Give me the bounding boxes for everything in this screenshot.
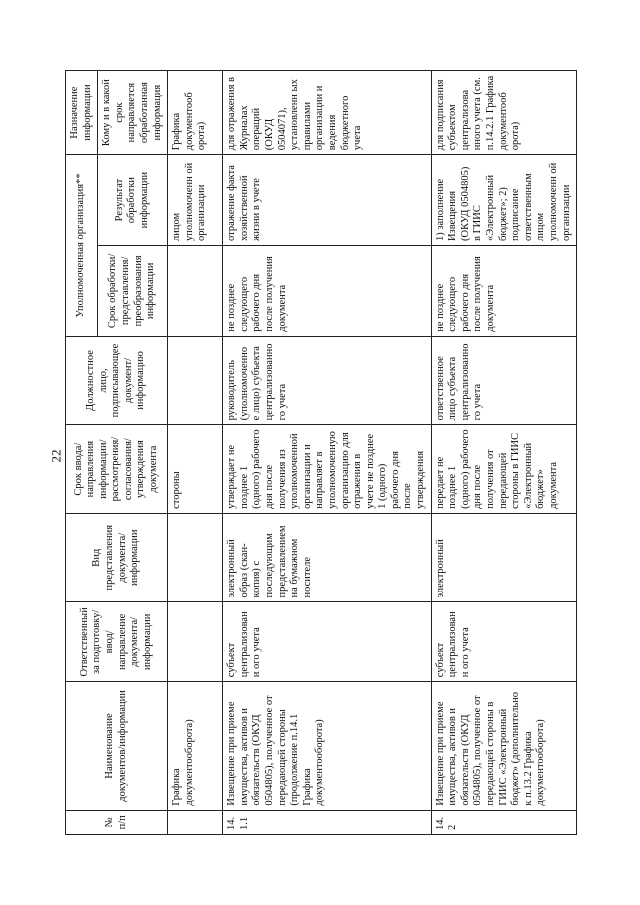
header-form: Вид представления документа/ информации [66,513,168,602]
cell-deadline: передает не позднее 1 (одного) рабочего дня после получения от передающей стороны в ГИИС «Электронный бюджет» документа [431,425,577,514]
continuation-row [168,71,223,835]
header-auth-result: Результат обработки информации [98,155,168,246]
table-row [223,71,432,835]
page-number: 22 [48,449,64,463]
cell-auth-deadline [168,245,223,336]
cell-form: электронный [431,513,577,602]
cell-signer: руководитель (уполномоченно е лицо) субъекта централизованно го учета [223,336,432,425]
cell-num: 14.2 [431,810,577,834]
header-deadline: Срок ввода/ направления информации/ рассмотрения/ согласования/ утверждения документа [66,425,168,514]
cell-recipient: Графика документооб орота) [168,71,223,155]
cell-signer [168,336,223,425]
cell-recipient: для отражения в Журналах операций (ОКУД 0504071), установленн ых правилами организации и ведения бюджетного учета [223,71,432,155]
cell-signer: ответственное лицо субъекта централизованно го учета [431,336,577,425]
header-auth-deadline: Срок обработки/ представления/ преобразования информации [98,245,168,336]
cell-name: Извещение при приеме имущества, активов и обязательств (ОКУД 0504805), полученное от передающей стороны в ГИИС «Электронный бюджет» (дополнительно к п.13.2 Графика документооборота) [431,682,577,810]
document-flow-table [65,70,577,835]
cell-auth-result: отражение факта хозяйственной жизни в учете [223,155,432,246]
cell-responsible: субъект централизованн ого учета [431,602,577,682]
header-num: № п/п [66,810,168,834]
cell-auth-result: лицом уполномоченн ой организации [168,155,223,246]
cell-auth-deadline: не позднее следующего рабочего дня после получения документа [223,245,432,336]
header-signer: Должностное лицо, подписывающее документ/ информацию [66,336,168,425]
cell-form [168,513,223,602]
cell-auth-deadline: не позднее следующего рабочего дня после получения документа [431,245,577,336]
header-purpose: Назначение информации [66,71,98,155]
cell-deadline: стороны [168,425,223,514]
header-responsible: Ответственный за подготовку/ ввод/ направление документа/ информации [66,602,168,682]
cell-name: Графика документооборота) [168,682,223,810]
cell-recipient: для подписания субъектом централизова нного учета (см. п.14.2.1 Графика документооб орота) [431,71,577,155]
header-row-1 [66,71,98,835]
header-recipient: Кому и в какой срок направляется обработанная информация [98,71,168,155]
rotated-table-container [65,70,570,835]
cell-num: 14.1.1 [223,810,432,834]
table-row [431,71,577,835]
header-auth-org: Уполномоченная организация** [66,155,98,337]
cell-responsible [168,602,223,682]
header-name: Наименование документов/информации [66,682,168,810]
cell-deadline: утверждает не позднее 1 (одного) рабочего дня после получения из уполномоченной организации и направляет в уполномоченную организацию для отражения в учете не позднее 1 (одного) рабочего дня после утверждения [223,425,432,514]
cell-name: Извещение при приеме имущества, активов и обязательств (ОКУД 0504805), полученное от передающей стороны (продолжение п.14.1 Графика документооборота) [223,682,432,810]
cell-num [168,810,223,834]
cell-form: электронный образ (скан-копия) с последующим представлением на бумажном носителе [223,513,432,602]
cell-auth-result: 1) заполнение Извещения (ОКУД 0504805) в ГИИС «Электронный бюджет»; 2) подписание ответственным лицом уполномоченн ой организации [431,155,577,246]
cell-responsible: субъект централизовани ого учета [223,602,432,682]
